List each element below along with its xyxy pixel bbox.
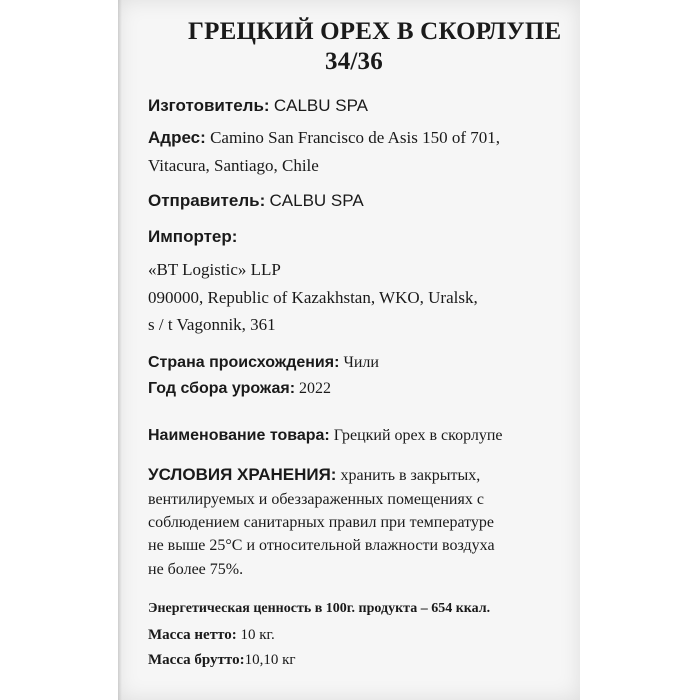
manufacturer-row (148, 96, 368, 116)
sender-value: CALBU SPA (269, 191, 364, 210)
storage-line1: хранить в закрытых, (340, 467, 481, 484)
address-row (148, 128, 500, 148)
title-caliber: 34/36 (325, 48, 383, 75)
importer-line3: s / t Vagonnik, 361 (148, 315, 276, 334)
gross-weight-label: Масса брутто: (148, 652, 245, 668)
importer-line1: «BT Logistic» LLP (148, 260, 281, 279)
storage-row (148, 465, 480, 485)
net-weight-row (148, 627, 275, 644)
harvest-year-value: 2022 (299, 380, 332, 397)
harvest-year-label: Год сбора урожая: (148, 380, 296, 397)
sheet-shadow-edge (118, 0, 122, 700)
storage-line3: соблюдением санитарных правил при температуре (148, 514, 495, 531)
manufacturer-value: CALBU SPA (273, 96, 368, 115)
energy-value: Энергетическая ценность в 100г. продукта – 654 ккал. (148, 601, 491, 616)
product-name-value: Грецкий орех в скорлупе (333, 427, 503, 444)
product-name-row (148, 427, 503, 445)
storage-line5: не более 75%. (148, 561, 244, 578)
origin-row (148, 354, 379, 372)
net-weight-label: Масса нетто: (148, 627, 237, 643)
address-line2: Vitacura, Santiago, Chile (148, 156, 319, 175)
sender-label: Отправитель: (148, 191, 266, 210)
origin-label: Страна происхождения: (148, 354, 340, 371)
net-weight-value: 10 кг. (240, 627, 275, 643)
gross-weight-value: 10,10 кг (244, 652, 296, 668)
harvest-year-row (148, 380, 331, 398)
title-product-name: ГРЕЦКИЙ ОРЕХ В СКОРЛУПЕ (188, 18, 562, 45)
importer-line2: 090000, Republic of Kazakhstan, WKO, Uralsk, (148, 288, 478, 307)
address-line1: Camino San Francisco de Asis 150 of 701, (210, 128, 500, 147)
importer-label: Импортер: (148, 227, 238, 246)
sender-row (148, 191, 364, 211)
storage-line4: не выше 25°С и относительной влажности воздуха (148, 537, 495, 554)
gross-weight-row (148, 652, 296, 669)
storage-line2: вентилируемых и обеззараженных помещениях с (148, 491, 484, 508)
manufacturer-label: Изготовитель: (148, 96, 270, 115)
product-name-label: Наименование товара: (148, 427, 330, 444)
origin-value: Чили (343, 354, 379, 371)
address-label: Адрес: (148, 128, 206, 147)
storage-label: УСЛОВИЯ ХРАНЕНИЯ: (148, 465, 337, 484)
